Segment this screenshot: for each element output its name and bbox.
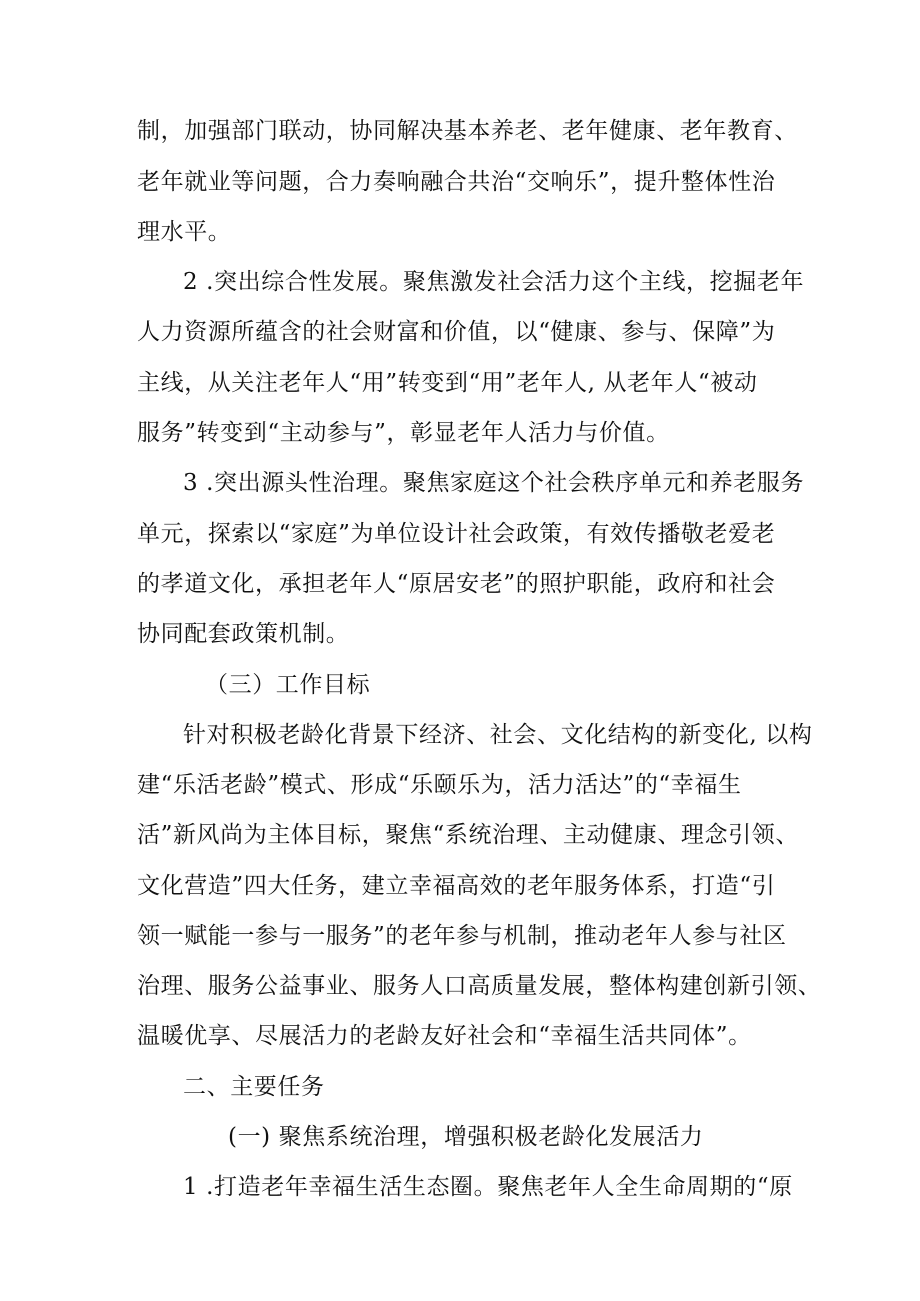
text-line: 老年就业等问题，合力奏响融合共治“交响乐”，提升整体性治 <box>137 169 776 195</box>
text-line: 针对积极老龄化背景下经济、社会、文化结构的新变化, 以构 <box>183 722 813 748</box>
text-line: 人力资源所蕴含的社会财富和价值，以“健康、参与、保障”为 <box>137 319 776 345</box>
text-line: 主线，从关注老年人“用”转变到“用”老年人, 从老年人“被动 <box>137 370 758 396</box>
text-line: 服务”转变到“主动参与”，彰显老年人活力与价值。 <box>137 420 670 446</box>
text-line: 协同配套政策机制。 <box>137 621 350 647</box>
text-line: 建“乐活老龄”模式、形成“乐颐乐为，活力活达”的“幸福生 <box>137 772 742 798</box>
subsection-heading: (一) 聚焦系统治理，增强积极老龄化发展活力 <box>228 1124 704 1150</box>
section-heading: （三）工作目标 <box>205 672 371 698</box>
text-line: 制，加强部门联动，协同解决基本养老、老年健康、老年教育、 <box>137 118 798 144</box>
text-line: 2 .突出综合性发展。聚焦激发社会活力这个主线，挖掘老年 <box>183 269 805 295</box>
text-line: 领一赋能一参与一服务”的老年参与机制，推动老年人参与社区 <box>137 923 787 949</box>
text-line: 理水平。 <box>137 219 232 245</box>
text-line: 文化营造”四大任务，建立幸福高效的老年服务体系，打造“引 <box>137 873 776 899</box>
section-heading: 二、主要任务 <box>183 1074 325 1100</box>
text-line: 温暖优享、尽展活力的老龄友好社会和“幸福生活共同体”。 <box>137 1023 752 1049</box>
text-line: 单元，探索以“家庭”为单位设计社会政策，有效传播敬老爱老 <box>137 521 776 547</box>
text-line: 治理、服务公益事业、服务人口高质量发展，整体构建创新引领、 <box>137 973 822 999</box>
text-line: 活”新风尚为主体目标，聚焦“系统治理、主动健康、理念引领、 <box>137 822 799 848</box>
text-line: 1 .打造老年幸福生活生态圈。聚焦老年人全生命周期的“原 <box>183 1174 793 1200</box>
text-line: 的孝道文化，承担老年人“原居安老”的照护职能，政府和社会 <box>137 571 776 597</box>
text-line: 3 .突出源头性治理。聚焦家庭这个社会秩序单元和养老服务 <box>183 470 805 496</box>
